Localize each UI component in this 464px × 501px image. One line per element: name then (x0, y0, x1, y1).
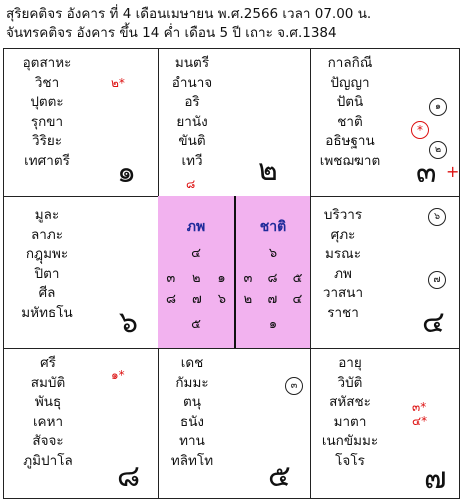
planet-circle-3-icon: ๓ (285, 377, 303, 395)
house-word: ทลิทโท (170, 452, 214, 469)
house-word: ปิตา (34, 265, 60, 282)
chati-bottom: ๑ (268, 317, 278, 332)
house-word: วิบัติ (337, 374, 363, 391)
house-word: อุตสาหะ (22, 55, 72, 71)
house-word: อธิษฐาน (325, 133, 375, 149)
house-word: ทาน (179, 433, 205, 449)
asterisk-circle-icon: * (411, 121, 429, 139)
house-word: อริ (184, 94, 200, 110)
house-word: สหัสชะ (329, 394, 371, 410)
chati-title: ชาติ (259, 219, 287, 235)
house-word: มาตา (333, 413, 367, 430)
planet-mark: ๒* (111, 76, 125, 90)
house-word: เคหา (32, 413, 64, 430)
phop-title: ภพ (186, 219, 206, 235)
planet-circle-1-icon: ๑ (429, 98, 447, 116)
phop-row-2 (158, 288, 234, 309)
house-word: สมบัติ (30, 374, 66, 391)
house-word: เดช (180, 355, 204, 371)
house-word: เทวี (181, 152, 203, 169)
planet-mark: ๔* (412, 414, 428, 428)
house-6-words (15, 206, 79, 323)
phop-cell: ๗ (191, 292, 202, 307)
chati-cell: ๕ (292, 271, 303, 286)
house-word: บริวาร (323, 207, 363, 223)
house-word: ปุตตะ (30, 94, 64, 110)
house-word: ภพ (334, 265, 352, 282)
house-word: มูละ (34, 207, 60, 223)
house-word: ราชา (327, 304, 359, 321)
planet-mark-8: ๘ (186, 177, 196, 191)
lunar-date-line: จันทรคติจร อังคาร ขึ้น 14 ค่ำ เดือน 5 ปี เถาะ จ.ศ.1384 (6, 25, 337, 41)
house-number: ๗ (424, 461, 447, 496)
house-word: วิชา (34, 74, 60, 91)
chati-row-2 (236, 288, 310, 309)
chati-row-1 (236, 267, 310, 288)
house-7 (310, 348, 460, 499)
chati-cell: ๓ (243, 271, 253, 286)
house-word: อำนาจ (171, 74, 213, 91)
house-number: ๖ (119, 305, 139, 340)
phop-top: ๔ (191, 246, 201, 261)
house-word: ชาติ (337, 113, 363, 130)
house-3-words (314, 54, 386, 171)
house-word: เนกขัมมะ (321, 433, 379, 449)
phop-bottom: ๕ (191, 317, 201, 332)
house-number: ๒ (258, 153, 278, 188)
house-word: ปัญญา (330, 74, 370, 91)
house-word: กาลกิณี (327, 55, 373, 71)
chati-panel (236, 196, 310, 348)
house-word: สัจจะ (32, 433, 64, 449)
house-1 (3, 48, 158, 196)
house-3 (310, 48, 460, 196)
house-word: อายุ (338, 355, 362, 371)
house-2 (158, 48, 310, 196)
house-6 (3, 196, 158, 348)
house-word: กัมมะ (175, 374, 209, 391)
house-word: วาสนา (322, 285, 364, 301)
house-word: รุกขา (30, 113, 64, 130)
house-5 (158, 348, 310, 499)
house-4-words (314, 206, 372, 323)
chati-cell: ๗ (267, 292, 278, 307)
phop-row-1 (158, 267, 234, 288)
house-word: ธนัง (179, 413, 205, 430)
chati-cell: ๘ (267, 271, 278, 286)
house-word: ภูมิปาโล (23, 452, 73, 469)
house-word: มหัทธโน (21, 304, 73, 321)
house-word: มนตรี (174, 55, 210, 71)
house-word: ยานัง (176, 113, 208, 130)
horoscope-grid (3, 48, 460, 499)
chati-cell: ๔ (292, 292, 303, 307)
phop-cell: ๖ (217, 292, 226, 307)
house-5-words (162, 354, 222, 471)
planet-circle-6-icon: ๖ (428, 208, 446, 226)
chati-top: ๖ (268, 246, 278, 261)
house-word: เพชฌฆาต (319, 152, 381, 169)
house-word: กฎุมพะ (25, 246, 69, 262)
house-1-words (17, 54, 77, 171)
house-word: เทศาตรี (24, 152, 70, 169)
house-number: ๓ (416, 155, 437, 190)
phop-cell: ๒ (192, 271, 201, 286)
house-7-words (314, 354, 386, 471)
house-word: มรณะ (325, 246, 361, 262)
phop-cell: ๓ (166, 271, 176, 286)
planet-circle-7-icon: ๗ (428, 271, 446, 289)
house-8 (3, 348, 158, 499)
phop-cell: ๘ (165, 292, 177, 307)
house-number: ๑ (117, 155, 137, 190)
house-word: โจโร (335, 452, 365, 469)
house-word: ปัตนิ (336, 94, 364, 110)
house-word: ตนุ (183, 394, 201, 410)
house-number: ๔ (422, 305, 445, 340)
center-chart (158, 196, 310, 348)
house-8-words (15, 354, 81, 471)
house-number: ๘ (117, 459, 141, 494)
planet-mark: ๑* (111, 368, 125, 382)
plus-mark: + (446, 162, 460, 181)
house-word: ขันติ (178, 133, 206, 149)
solar-date-line: สุริยคติจร อังคาร ที่ 4 เดือนเมษายน พ.ศ.2566 เวลา 07.00 น. (6, 6, 372, 22)
chati-cell: ๒ (243, 292, 253, 307)
planet-mark: ๓* (412, 400, 427, 414)
house-word: วิริยะ (32, 133, 62, 149)
phop-cell: ๑ (217, 271, 226, 286)
planet-circle-2-icon: ๒ (429, 141, 447, 159)
phop-panel (158, 196, 234, 348)
house-word: พันธุ (34, 394, 62, 410)
house-number: ๕ (268, 459, 291, 494)
house-word: ศีล (38, 285, 56, 301)
house-4 (310, 196, 460, 348)
house-word: ศรี (40, 355, 56, 371)
house-2-words (162, 54, 222, 171)
house-word: ลาภะ (30, 226, 63, 243)
house-word: ศุภะ (330, 226, 356, 243)
